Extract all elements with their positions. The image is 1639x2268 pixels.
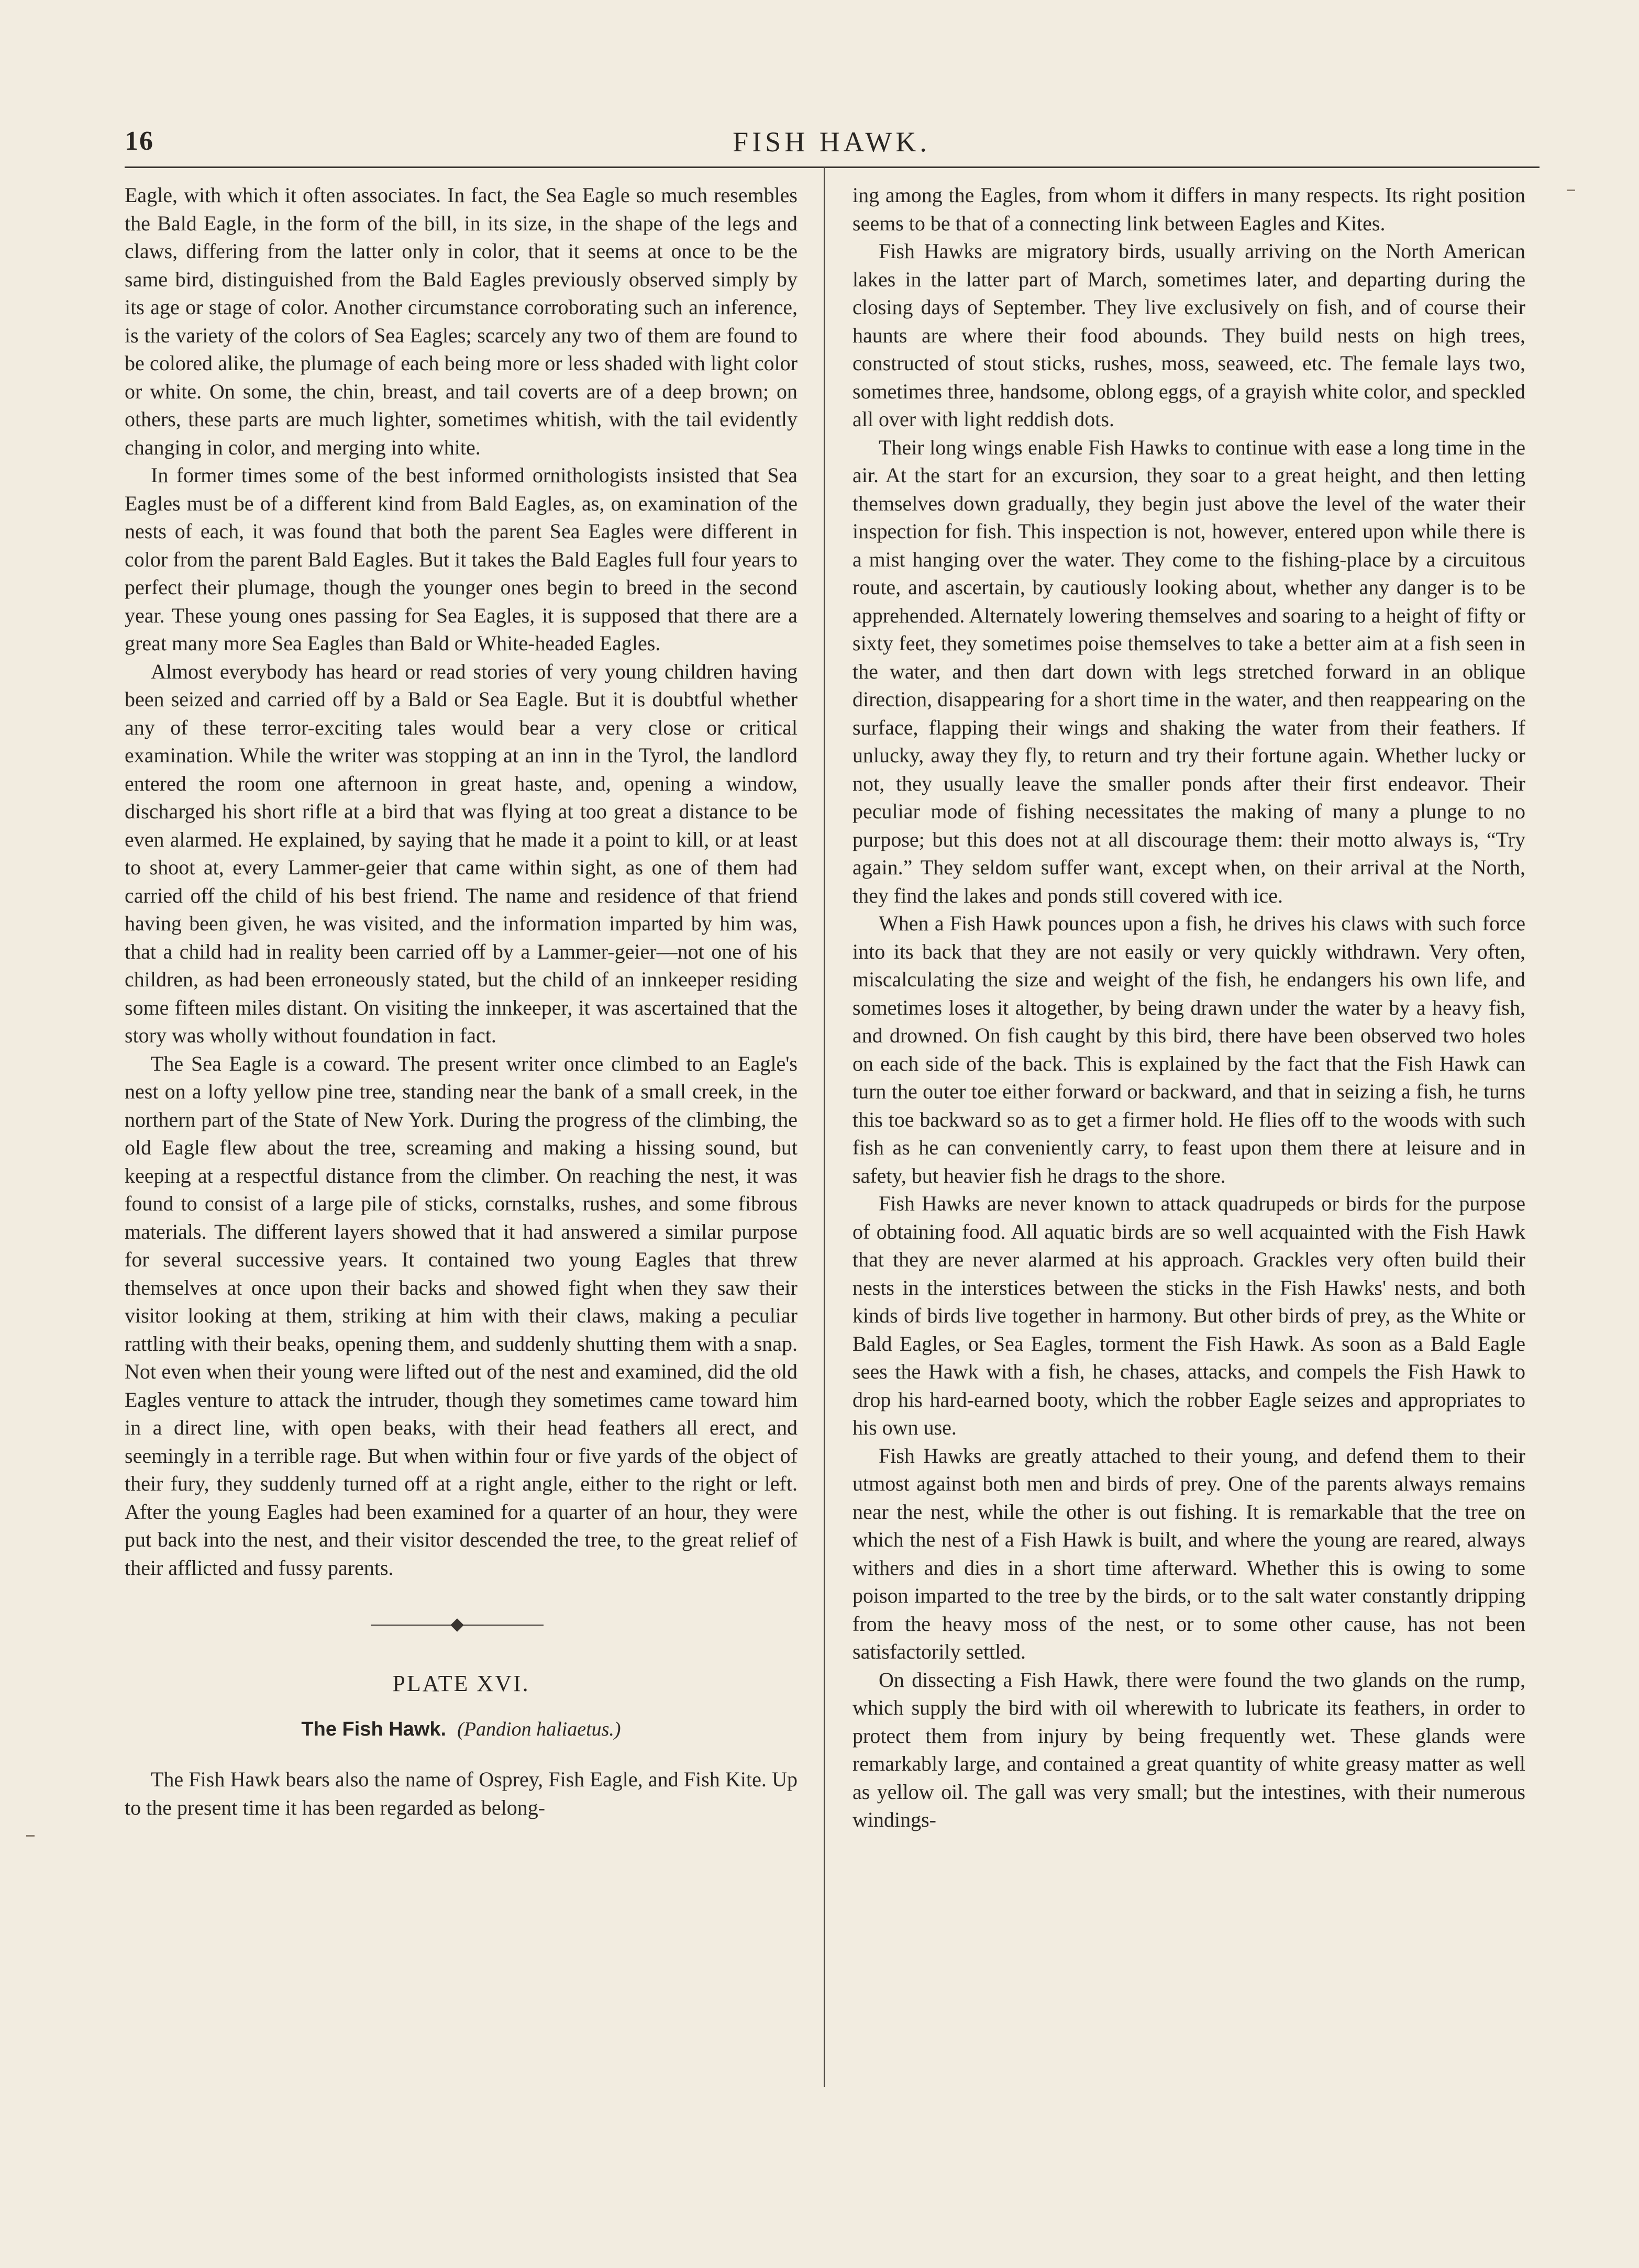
left-column [125,181,798,1821]
margin-mark-right [1567,190,1575,191]
paragraph: In former times some of the best informed ornithologists insisted that Sea Eagles must be of a different kind from Bald Eagles, as, on examination of the nests of each, it was found that both the parent Sea Eagles were different in color from the parent Bald Eagles. But it takes the Bald Eagles full four years to perfect their plumage, though the younger ones begin to breed in the second year. These young ones passing for Sea Eagles, it is supposed that there are a great many more Sea Eagles than Bald or White-headed Eagles. [125,463,798,655]
paragraph: Almost everybody has heard or read stories of very young children having been seized and carried off by a Bald or Sea Eagle. But it is doubtful whether any of these terror-exciting tales would bear a very close or critical examination. While the writer was stopping at an inn in the Tyrol, the landlord entered the room one afternoon in great haste, and, opening a window, discharged his short rifle at a bird that was flying at too great a distance to be even alarmed. He explained, by saying that he made it a point to kill, or at least to shoot at, every Lammer-geier that came within sight, as one of them had carried off the child of his best friend. The name and residence of that friend having been given, he was visited, and the information imparted by him was, that a child had in reality been carried off by a Lammer-geier—not one of his children, as had been erroneously stated, but the child of an innkeeper residing some fifteen miles distant. On visiting the innkeeper, it was ascertained that the story was wholly without foundation in fact. [125,659,798,1047]
paragraph: On dissecting a Fish Hawk, there were found the two glands on the rump, which supply the bird with oil wherewith to lubricate its feathers, in order to protect them from injury by being frequently wet. These glands were remarkably large, and contained a great quantity of white greasy matter as well as yellow oil. The gall was very small; but the intestines, with their numerous windings- [852,1667,1525,1831]
paragraph: The Fish Hawk bears also the name of Osprey, Fish Eagle, and Fish Kite. Up to the present time it has been regarded as belong- [125,1767,798,1819]
header-rule [125,166,1540,168]
right-column [852,181,1525,1834]
paragraph: Eagle, with which it often associates. In fact, the Sea Eagle so much resembles the Bald Eagle, in the form of the bill, in its size, in the shape of the legs and claws, differing from the latter only in color, that it seems at once to be the same bird, distinguished from the Bald Eagles previously observed simply by its age or stage of color. Another circumstance corroborating such an inference, is the variety of the colors of Sea Eagles; scarcely any two of them are found to be colored alike, the plumage of each being more or less shaded with light color or white. On some, the chin, breast, and tail coverts are of a deep brown; on others, these parts are much lighter, sometimes whitish, with the tail evidently changing in color, and merging into white. [125,183,798,459]
plate-subtitle [125,1716,798,1744]
running-title: FISH HAWK. [733,126,931,158]
plate-title: PLATE XVI. [392,1671,530,1696]
running-head [125,126,1538,162]
column-divider [824,166,825,2087]
subtitle-latin-name: (Pandion haliaetus.) [457,1718,621,1740]
subtitle-common-name: The Fish Hawk. [301,1718,447,1740]
ornament-diamond [450,1618,463,1631]
paragraph: When a Fish Hawk pounces upon a fish, he drives his claws with such force into its back that they are not easily or very quickly withdrawn. Very often, miscalculating the size and weight of the fish, he endangers his own life, and sometimes loses it altogether, by being drawn under the water by a heavy fish, and drowned. On fish caught by this bird, there have been observed two holes on each side of the back. This is explained by the fact that the Fish Hawk can turn the outer toe either forward or backward, and that in seizing a fish, he turns this toe backward so as to get a firmer hold. He flies off to the woods with such fish as he can conveniently carry, to feast upon them there at leisure and in safety, but heavier fish he drags to the shore. [852,911,1525,1187]
paragraph: The Sea Eagle is a coward. The present writer once climbed to an Eagle's nest on a lofty yellow pine tree, standing near the bank of a small creek, in the northern part of the State of New York. During the progress of the climbing, the old Eagle flew about the tree, screaming and making a hissing sound, but keeping at a respectful distance from the climber. On reaching the nest, it was found to consist of a large pile of sticks, cornstalks, rushes, and some fibrous materials. The different layers showed that it had answered a similar purpose for several successive years. It contained two young Eagles that threw themselves at once upon their backs and showed fight when they saw their visitor looking at them, striking at him with their claws, making a peculiar rattling with their beaks, opening them, and suddenly shutting them with a snap. Not even when their young were lifted out of the nest and examined, did the old Eagles venture to attack the intruder, though they sometimes came toward him in a direct line, with open beaks, with their head feathers all erect, and seemingly in a terrible rage. But when within four or five yards of the object of their fury, they suddenly turned off at a right angle, either to the right or left. After the young Eagles had been examined for a quarter of an hour, they were put back into the nest, and their visitor descended the tree, to the great relief of their afflicted and fussy parents. [125,1051,798,1580]
paragraph: Fish Hawks are migratory birds, usually arriving on the North American lakes in the latter part of March, sometimes later, and departing during the closing days of September. They live exclusively on fish, and of course their haunts are where their food abounds. They build nests on high trees, constructed of stout sticks, rushes, moss, seaweed, etc. The female lays two, sometimes three, handsome, oblong eggs, of a grayish white color, and speckled all over with light reddish dots. [852,239,1525,431]
paragraph: Fish Hawks are never known to attack quadrupeds or birds for the purpose of obtaining food. All aquatic birds are so well acquainted with the Fish Hawk that they are never alarmed at his approach. Grackles very often build their nests in the interstices between the sticks in the Fish Hawks' nests, and both kinds of birds live together in harmony. But other birds of prey, as the White or Bald Eagles, or Sea Eagles, torment the Fish Hawk. As soon as a Bald Eagle sees the Hawk with a fish, he chases, attacks, and compels the Fish Hawk to drop his hard-earned booty, which the robber Eagle seizes and appropriates to his own use. [852,1192,1525,1439]
margin-mark-left [26,1835,35,1837]
paragraph: Fish Hawks are greatly attached to their young, and defend them to their utmost against both men and birds of prey. One of the parents always remains near the nest, while the other is out fishing. It is remarkable that the tree on which the nest of a Fish Hawk is built, and where the young are reared, always withers and dies in a short time afterward. Whether this is owing to some poison imparted to the tree by the birds, or to the salt water constantly dripping from the heavy moss of the nest, or to some other cause, has not been satisfactorily settled. [852,1443,1525,1663]
section-ornament [125,1613,798,1638]
paragraph: Their long wings enable Fish Hawks to continue with ease a long time in the air. At the start for an excursion, they soar to a great height, and then letting themselves down gradually, they begin just above the level of the water their inspection for fish. This inspection is not, however, entered upon while there is a mist hanging over the water. They come to the fishing-place by a circuitous route, and ascertain, by cautiously looking about, whether any danger is to be apprehended. Alternately lowering themselves and soaring to a height of fifty or sixty feet, they sometimes poise themselves to take a better aim at a fish seen in the water, and then dart down with legs stretched forward in an oblique direction, disappearing for a short time in the water, and then reappearing on the surface, flapping their wings and shaking the water from their feathers. If unlucky, away they fly, to return and try their fortune again. Whether lucky or not, they usually leave the smaller ponds after their first endeavor. Their peculiar mode of fishing necessitates the making of many a plunge to no purpose; but this does not at all discourage them: their motto always is, “Try again.” They seldom suffer want, except when, on their arrival at the North, they find the lakes and ponds still covered with ice. [852,435,1525,907]
paragraph: ing among the Eagles, from whom it differs in many respects. Its right position seems to be that of a connecting link between Eagles and Kites. [852,183,1525,235]
page-number: 16 [125,126,154,156]
